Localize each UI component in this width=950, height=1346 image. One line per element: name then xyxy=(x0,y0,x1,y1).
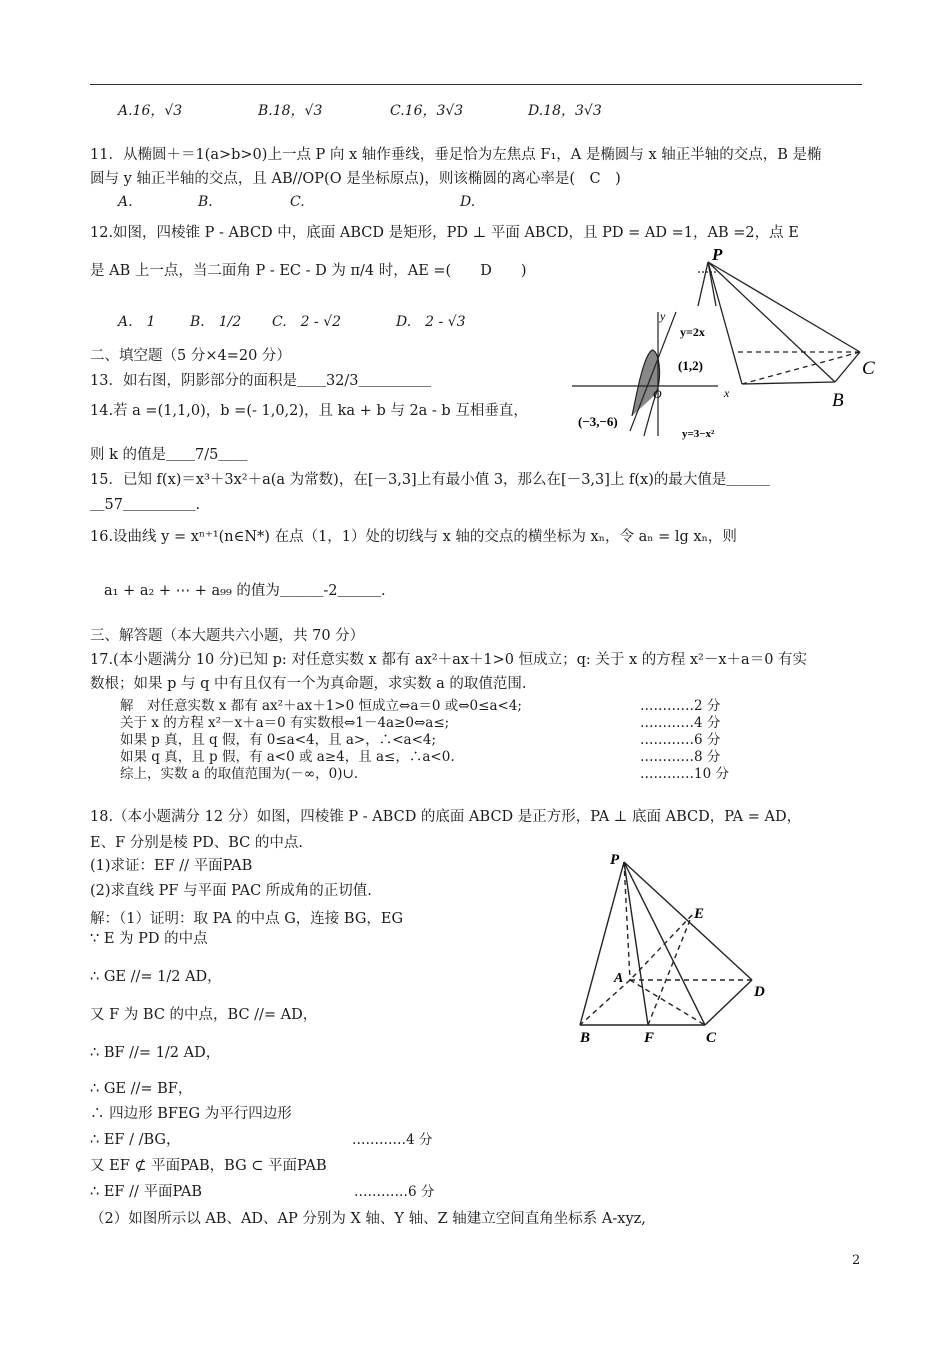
q18-part2: (2)求直线 PF 与平面 PAC 所成角的正切值. xyxy=(90,883,372,899)
q17-solution-line: 如果 p 真，且 q 假，有 0≤a<4，且 a>，∴<a<4; xyxy=(120,732,437,748)
q13-x-label: x xyxy=(724,386,730,400)
q17-line1: 17.(本小题满分 10 分)已知 p: 对任意实数 x 都有 ax²＋ax＋1>0 恒成立；q: 关于 x 的方程 x²－x＋a＝0 有实 xyxy=(90,652,808,668)
q14-line2: 则 k 的值是＿＿7/5＿＿ xyxy=(90,447,248,463)
q12-label-c: C xyxy=(862,358,875,379)
q13-y-label: y xyxy=(660,309,666,323)
q18-step: ∴ 四边形 BFEG 为平行四边形 xyxy=(90,1106,292,1122)
q18-step: ∴ GE //= 1/2 AD， xyxy=(90,969,222,985)
q17-solution-line: 综上，实数 a 的取值范围为(－∞，0)∪. xyxy=(120,766,359,782)
q18-step: ∴ EF / /BG， xyxy=(90,1132,181,1148)
q17-solution-score: …………10 分 xyxy=(640,766,729,782)
q18-part1: (1)求证：EF // 平面PAB xyxy=(90,858,253,874)
q18-score: …………6 分 xyxy=(354,1184,435,1200)
q11-option-b: B. xyxy=(198,194,213,210)
q18-step: 又 EF ⊄ 平面PAB，BG ⊂ 平面PAB xyxy=(90,1158,327,1174)
q13-curve2-label: y=3−x² xyxy=(682,428,715,440)
q13-curve1-label: y=2x xyxy=(680,325,705,339)
q11-line1: 11．从椭圆＋＝1(a>b>0)上一点 P 向 x 轴作垂线，垂足恰为左焦点 F₁，A 是椭圆与 x 轴正半轴的交点，B 是椭 xyxy=(90,147,822,163)
q10-option-c: C.16，3√3 xyxy=(390,103,464,119)
q13-area-figure xyxy=(568,306,738,446)
q13-point2-label: (−3,−6) xyxy=(578,414,618,429)
q17-solution-score: …………2 分 xyxy=(640,698,721,714)
q18-pyramid-figure xyxy=(572,850,782,1050)
q18-label-e: E xyxy=(694,906,705,922)
q17-solution-score: …………4 分 xyxy=(640,715,721,731)
q18-score: …………4 分 xyxy=(352,1132,433,1148)
q18-line1: 18.（本小题满分 12 分）如图，四棱锥 P - ABCD 的底面 ABCD 是正方形，PA ⊥ 底面 ABCD，PA = AD， xyxy=(90,809,802,825)
q18-line2: E、F 分别是棱 PD、BC 的中点. xyxy=(90,835,303,851)
q11-line2: 圆与 y 轴正半轴的交点，且 AB//OP(O 是坐标原点)，则该椭圆的离心率是( C ) xyxy=(90,171,621,187)
q13-point1-label: (1,2) xyxy=(678,358,703,373)
q12-line2: 是 AB 上一点，当二面角 P - EC - D 为 π/4 时，AE =( D ) xyxy=(90,263,527,279)
q18-step: 又 F 为 BC 的中点，BC //= AD， xyxy=(90,1007,318,1023)
q17-solution-line: 解 对任意实数 x 都有 ax²＋ax＋1>0 恒成立⇔a＝0 或⇔0≤a<4; xyxy=(120,698,522,714)
q16-line1: 16.设曲线 y = xⁿ⁺¹(n∈N*) 在点（1，1）处的切线与 x 轴的交点的横坐标为 xₙ，令 aₙ = lg xₙ，则 xyxy=(90,529,737,545)
q18-step: ∵ E 为 PD 的中点 xyxy=(90,931,208,947)
q12-label-b: B xyxy=(832,390,844,411)
q12-option-b: B. 1/2 xyxy=(190,314,242,330)
q16-line2: a₁ + a₂ + ⋯ + a₉₉ 的值为＿＿＿-2＿＿＿. xyxy=(104,583,386,599)
q12-label-p: P xyxy=(712,245,723,264)
q13-origin-label: O xyxy=(653,387,662,401)
q12-option-a: A. 1 xyxy=(118,314,156,330)
q18-step: 解：（1）证明：取 PA 的中点 G，连接 BG，EG xyxy=(90,911,404,927)
page-number: 2 xyxy=(852,1253,861,1268)
q18-label-c: C xyxy=(706,1030,717,1046)
q18-label-p: P xyxy=(610,852,620,868)
q17-solution-line: 如果 q 真，且 p 假，有 a<0 或 a≥4，且 a≤，∴a<0. xyxy=(120,749,455,765)
q18-label-d: D xyxy=(754,984,765,1000)
q15-line1: 15．已知 f(x)＝x³＋3x²＋a(a 为常数)，在[－3,3]上有最小值 3，那么在[－3,3]上 f(x)的最大值是＿＿＿ xyxy=(90,472,770,488)
q14-line1: 14.若 a =(1,1,0)，b =(- 1,0,2)，且 ka + b 与 2a - b 互相垂直， xyxy=(90,403,528,419)
q13-text: 13．如右图，阴影部分的面积是＿＿32/3＿＿＿＿＿ xyxy=(90,373,432,389)
section-3-heading: 三、解答题（本大题共六小题，共 70 分） xyxy=(90,628,365,644)
q11-option-a: A. xyxy=(118,194,133,210)
q18-label-b: B xyxy=(580,1030,591,1046)
q15-line2: ＿57＿＿＿＿＿. xyxy=(90,497,201,513)
q18-label-f: F xyxy=(644,1030,655,1046)
q17-solution-score: …………8 分 xyxy=(640,749,721,765)
q12-option-d: D. 2 - √3 xyxy=(396,314,466,330)
q18-step: （2）如图所示以 AB、AD、AP 分别为 X 轴、Y 轴、Z 轴建立空间直角坐标系 A-xyz, xyxy=(90,1211,646,1227)
q17-line2: 数根；如果 p 与 q 中有且仅有一个为真命题，求实数 a 的取值范围. xyxy=(90,676,527,692)
q18-step: ∴ BF //= 1/2 AD， xyxy=(90,1045,221,1061)
q17-solution-score: …………6 分 xyxy=(640,732,721,748)
q10-option-a: A.16，√3 xyxy=(118,103,183,119)
q17-solution-line: 关于 x 的方程 x²－x＋a＝0 有实数根⇔1－4a≥0⇔a≤; xyxy=(120,715,450,731)
q11-option-d: D. xyxy=(460,194,476,210)
section-2-heading: 二、填空题（5 分×4=20 分） xyxy=(90,348,291,364)
q12-line1: 12.如图，四棱锥 P - ABCD 中，底面 ABCD 是矩形，PD ⊥ 平面 ABCD，且 PD = AD =1，AB =2，点 E xyxy=(90,225,799,241)
q10-option-b: B.18，√3 xyxy=(258,103,323,119)
q18-step: ∴ GE //= BF， xyxy=(90,1081,193,1097)
q18-step: ∴ EF // 平面PAB xyxy=(90,1184,203,1200)
q11-option-c: C. xyxy=(290,194,305,210)
header-rule xyxy=(90,84,862,85)
q12-option-c: C. 2 - √2 xyxy=(272,314,342,330)
q18-label-a: A xyxy=(614,971,624,986)
q10-option-d: D.18，3√3 xyxy=(528,103,602,119)
